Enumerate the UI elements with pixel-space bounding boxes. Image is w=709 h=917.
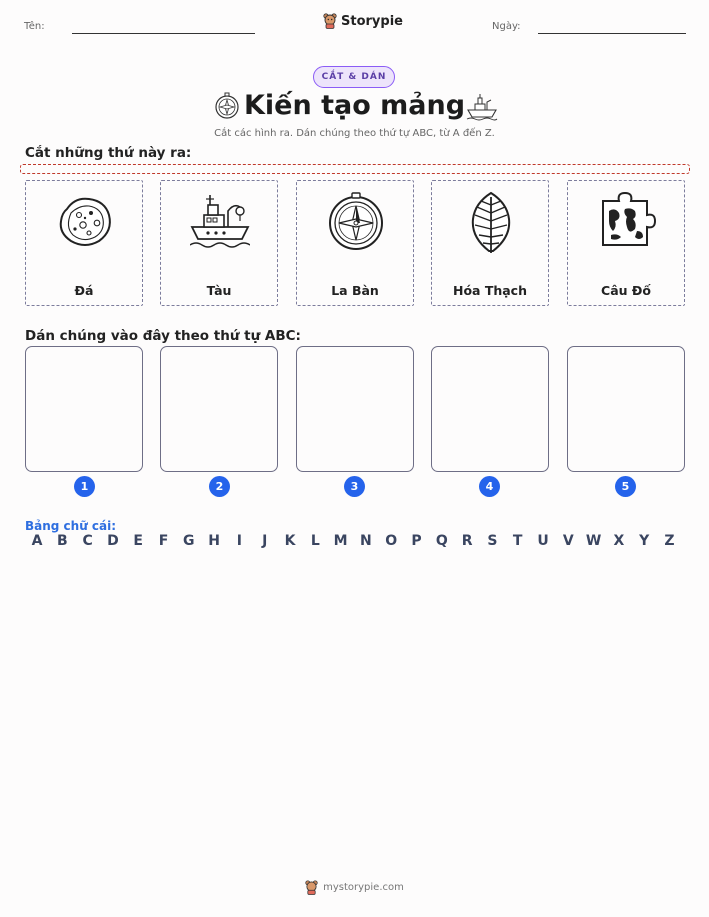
brand-logo (323, 13, 403, 29)
rock-icon (55, 191, 115, 251)
puzzle-globe-icon (597, 191, 657, 251)
paste-slot-5[interactable] (567, 346, 685, 472)
page-title: Kiến tạo mảng (243, 90, 466, 121)
name-label: Tên: (24, 21, 45, 32)
alphabet-row (25, 533, 685, 551)
alphabet-letter: S (487, 533, 498, 549)
alphabet-letter: F (158, 533, 169, 549)
alphabet-letter: J (262, 533, 268, 549)
ship-title-icon (466, 93, 498, 121)
brand-name: Storypie (341, 13, 403, 29)
fossil-leaf-icon (461, 191, 521, 255)
card-label: La Bàn (331, 283, 379, 298)
slot-number-2: 2 (209, 476, 230, 497)
alphabet-letter: L (310, 533, 320, 549)
date-label: Ngày: (492, 21, 521, 32)
alphabet-title: Bảng chữ cái: (25, 519, 117, 533)
card-label: Đá (74, 283, 94, 298)
alphabet-letter: O (385, 533, 398, 549)
paste-slot-1[interactable] (25, 346, 143, 472)
slot-number-3: 3 (344, 476, 365, 497)
bear-mascot-icon (305, 880, 318, 895)
cut-card-ship[interactable] (160, 180, 278, 306)
alphabet-letter: K (284, 533, 296, 549)
paste-slot-2[interactable] (160, 346, 278, 472)
alphabet-letter: Y (639, 533, 650, 549)
card-label: Câu Đố (601, 283, 651, 298)
cut-card-puzzle[interactable] (567, 180, 685, 306)
alphabet-letter: I (236, 533, 242, 549)
alphabet-letter: R (461, 533, 473, 549)
alphabet-letter: N (360, 533, 372, 549)
footer (0, 880, 709, 895)
date-line[interactable] (538, 33, 686, 34)
activity-badge: CẮT & DÁN (313, 66, 395, 88)
slot-number-1: 1 (74, 476, 95, 497)
alphabet-letter: H (208, 533, 220, 549)
alphabet-letter: D (107, 533, 119, 549)
footer-url[interactable]: mystorypie.com (323, 882, 404, 893)
alphabet-letter: E (133, 533, 143, 549)
alphabet-letter: C (82, 533, 93, 549)
name-line[interactable] (72, 33, 255, 34)
alphabet-letter: U (537, 533, 549, 549)
alphabet-letter: T (512, 533, 523, 549)
alphabet-letter: X (613, 533, 625, 549)
paste-slot-4[interactable] (431, 346, 549, 472)
alphabet-letter: B (56, 533, 68, 549)
cut-line (20, 164, 690, 174)
alphabet-letter: Z (664, 533, 675, 549)
instructions: Cắt các hình ra. Dán chúng theo thứ tự ABC, từ A đến Z. (214, 128, 495, 139)
compass-icon (326, 191, 386, 251)
alphabet-letter: Q (435, 533, 448, 549)
cut-card-fossil[interactable] (431, 180, 549, 306)
paste-slot-3[interactable] (296, 346, 414, 472)
alphabet-letter: P (411, 533, 422, 549)
alphabet-letter: V (562, 533, 574, 549)
alphabet-letter: G (183, 533, 195, 549)
alphabet-letter: W (585, 533, 602, 549)
card-label: Hóa Thạch (452, 283, 527, 298)
alphabet-letter: M (333, 533, 348, 549)
cut-card-rock[interactable] (25, 180, 143, 306)
ship-icon (190, 191, 250, 251)
cut-heading: Cắt những thứ này ra: (25, 145, 192, 161)
bear-mascot-icon (323, 13, 337, 29)
cut-card-compass[interactable] (296, 180, 414, 306)
paste-heading: Dán chúng vào đây theo thứ tự ABC: (25, 328, 301, 344)
card-label: Tàu (206, 283, 232, 298)
slot-number-4: 4 (479, 476, 500, 497)
alphabet-letter: A (31, 533, 43, 549)
slot-number-5: 5 (615, 476, 636, 497)
